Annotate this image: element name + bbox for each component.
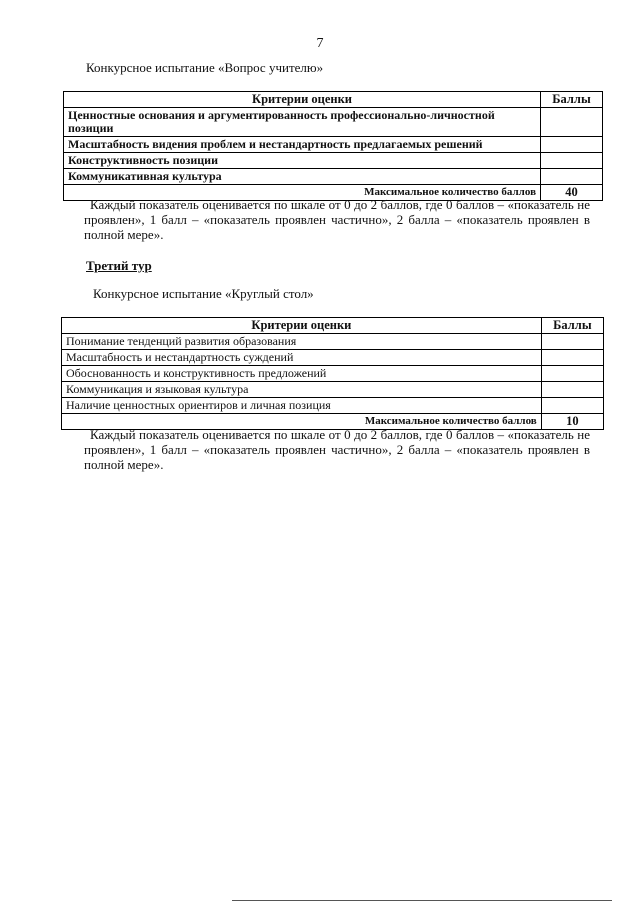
criterion-cell: Ценностные основания и аргументированность профессионально-личностной позиции (64, 108, 541, 137)
total-label: Максимальное количество баллов (62, 414, 542, 430)
points-cell (541, 382, 603, 398)
criterion-cell: Обоснованность и конструктивность предложений (62, 366, 542, 382)
table-row (64, 169, 603, 185)
table-row (62, 398, 604, 414)
table-row (64, 137, 603, 153)
table-header-row (62, 318, 604, 334)
criterion-cell: Масштабность видения проблем и нестандартность предлагаемых решений (64, 137, 541, 153)
contest-caption-teacher-question: Конкурсное испытание «Вопрос учителю» (86, 60, 324, 75)
contest-caption-round-table: Конкурсное испытание «Круглый стол» (93, 286, 314, 301)
criterion-cell: Масштабность и нестандартность суждений (62, 350, 542, 366)
total-value: 40 (541, 185, 603, 201)
header-points: Баллы (541, 92, 603, 108)
points-cell (541, 398, 603, 414)
header-criteria: Критерии оценки (64, 92, 541, 108)
scoring-note: Каждый показатель оценивается по шкале от 0 до 2 баллов, где 0 баллов – «показатель не проявлен», 1 балл – «показатель проявлен частично», 2 балла – «показатель проявлен в полной мере». (84, 197, 590, 242)
criterion-cell: Коммуникация и языковая культура (62, 382, 542, 398)
header-criteria: Критерии оценки (62, 318, 542, 334)
table-row (64, 108, 603, 137)
points-cell (541, 108, 603, 137)
criterion-cell: Коммуникативная культура (64, 169, 541, 185)
criteria-table-round-table (61, 317, 604, 430)
section-heading-third-round: Третий тур (86, 258, 152, 273)
points-cell (541, 137, 603, 153)
points-cell (541, 366, 603, 382)
page-bottom-rule (232, 900, 612, 901)
table-header-row (64, 92, 603, 108)
table-row (64, 153, 603, 169)
page-number: 7 (316, 36, 324, 51)
table-row (62, 350, 604, 366)
header-points: Баллы (541, 318, 603, 334)
total-value: 10 (541, 414, 603, 430)
points-cell (541, 334, 603, 350)
scoring-note: Каждый показатель оценивается по шкале от 0 до 2 баллов, где 0 баллов – «показатель не проявлен», 1 балл – «показатель проявлен частично», 2 балла – «показатель проявлен в полной мере». (84, 427, 590, 472)
table-row (62, 382, 604, 398)
points-cell (541, 169, 603, 185)
criterion-cell: Наличие ценностных ориентиров и личная позиция (62, 398, 542, 414)
table-row (62, 334, 604, 350)
points-cell (541, 153, 603, 169)
table-row (62, 366, 604, 382)
points-cell (541, 350, 603, 366)
total-label: Максимальное количество баллов (64, 185, 541, 201)
criterion-cell: Понимание тенденций развития образования (62, 334, 542, 350)
criteria-table-teacher-question (63, 91, 603, 201)
criterion-cell: Конструктивность позиции (64, 153, 541, 169)
